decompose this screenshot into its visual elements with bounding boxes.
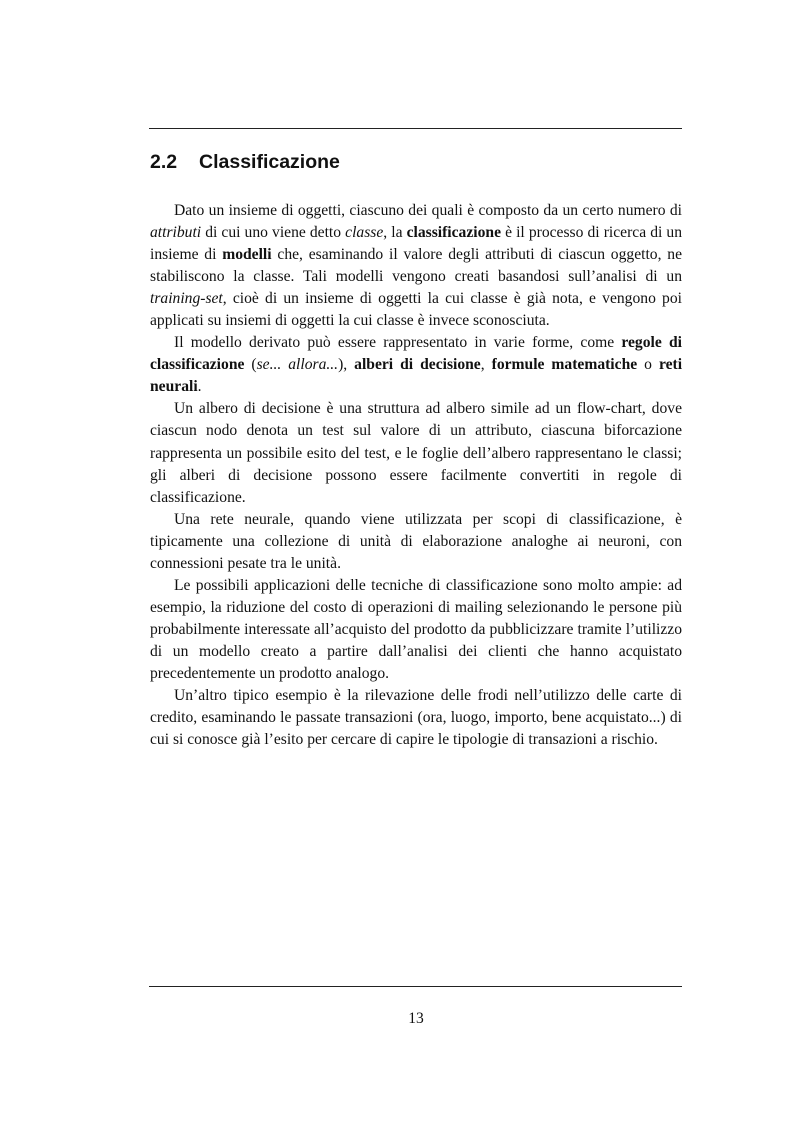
paragraph-3: Un albero di decisione è una struttura ad albero simile ad un flow-chart, dove ciascun nodo denota un test sul valore di un attributo, ciascuna biforcazione rappresenta un possibile esito del test, e le foglie dell’albero rappresentano le classi; gli alberi di decisione possono essere facilmente convertiti in regole di classificazione. (150, 400, 682, 506)
footer-rule (149, 986, 682, 987)
term-modelli: modelli (222, 246, 272, 264)
term-attributi: attributi (150, 224, 202, 242)
p2-text: ), (338, 356, 355, 374)
paragraph-5: Le possibili applicazioni delle tecniche di classificazione sono molto ampie: ad esempio, la riduzione del costo di operazioni di mailing selezionando le persone più probabilmente interessate all’acquisto del prodotto da pubblicizzare tramite l’utilizzo di un modello creato a partire dall’analisi dei clienti che hanno acquistato precedentemente un prodotto analogo. (150, 576, 682, 682)
section-body (150, 200, 682, 751)
p2-text: Il modello derivato può essere rappresentato in varie forme, come (174, 334, 622, 352)
section-title: Classificazione (199, 151, 340, 173)
section-heading (150, 148, 682, 176)
term-formule-matematiche: formule matematiche (491, 356, 638, 374)
paragraph-2 (150, 332, 682, 398)
p1-text: Dato un insieme di oggetti, ciascuno dei quali è composto da un certo numero di (174, 202, 682, 219)
p2-text: , (480, 356, 492, 374)
term-reti-neurali: reti neurali (150, 356, 683, 396)
p2-text: ( (244, 356, 257, 374)
p1-text: di cui uno viene detto (201, 224, 346, 242)
p2-text: . (197, 378, 202, 396)
page-number: 13 (408, 1010, 424, 1027)
p2-text: o (637, 356, 659, 374)
p1-text: , la (383, 224, 407, 242)
p1-text: , cioè di un insieme di oggetti la cui classe è già nota, e vengono poi applicati su insiemi di oggetti la cui classe è invece sconosciuta. (150, 290, 682, 330)
paragraph-1 (150, 200, 682, 332)
paragraph-4: Una rete neurale, quando viene utilizzata per scopi di classificazione, è tipicamente una collezione di unità di elaborazione analoghe ai neuroni, con connessioni pesate tra le unità. (150, 510, 682, 572)
term-se-allora: se... allora... (256, 356, 339, 374)
term-alberi-di-decisione: alberi di decisione (354, 356, 481, 374)
section-number: 2.2 (150, 151, 178, 173)
term-classe: classe (345, 224, 384, 242)
term-regole-di-classificazione: regole di classificazione (150, 334, 682, 374)
paragraph-6: Un’altro tipico esempio è la rilevazione delle frodi nell’utilizzo delle carte di credito, esaminando le passate transazioni (ora, luogo, importo, bene acquistato...) di cui si conosce già l’esito per cercare di capire le tipologie di transazioni a rischio. (150, 687, 682, 749)
term-training-set: training-set (150, 290, 223, 308)
p1-text: è il processo di ricerca di un insieme di (150, 224, 682, 264)
header-rule (149, 128, 682, 129)
p1-text: che, esaminando il valore degli attributi di ciascun oggetto, ne stabiliscono la classe. Tali modelli vengono creati basandosi sull’analisi di un (150, 246, 682, 286)
term-classificazione: classificazione (406, 224, 502, 242)
